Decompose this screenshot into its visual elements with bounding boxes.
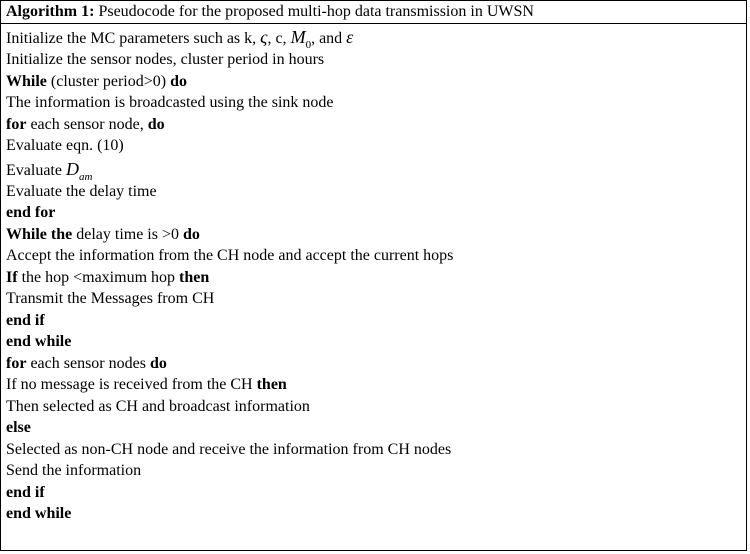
- symbol-m-subscript: 0: [305, 39, 312, 51]
- line-text: If no message is received from the CH: [6, 376, 257, 393]
- line-text: the hop <maximum hop: [17, 268, 180, 286]
- pseudocode-line-11: [6, 245, 746, 267]
- keyword: do: [183, 225, 200, 243]
- pseudocode-line-16: [6, 353, 746, 375]
- line-text: Send the information: [6, 462, 142, 479]
- keyword: end while: [6, 505, 72, 522]
- pseudocode-line-23: [6, 503, 746, 525]
- line-text: Initialize the MC parameters such as k,: [6, 30, 257, 47]
- pseudocode-line-8: [6, 181, 746, 203]
- pseudocode-line-20: [6, 439, 746, 461]
- symbol-m: M: [290, 27, 306, 47]
- algorithm-label: Algorithm 1:: [6, 3, 95, 20]
- keyword: end if: [6, 483, 45, 501]
- line-text: The information is broadcasted using the sink node: [6, 94, 334, 111]
- keyword: end if: [6, 311, 45, 329]
- symbol-zeta: ς: [260, 27, 268, 47]
- pseudocode-line-6: [6, 135, 746, 157]
- line-text: Selected as non-CH node and receive the information from CH nodes: [6, 440, 452, 458]
- pseudocode-line-13: [6, 288, 746, 310]
- line-text: (cluster period>0): [46, 72, 171, 90]
- keyword: then: [179, 268, 210, 286]
- pseudocode-line-18: [6, 396, 746, 418]
- pseudocode-line-10: [6, 224, 746, 246]
- pseudocode-line-2: [6, 49, 746, 71]
- pseudocode-line-12: [6, 267, 746, 289]
- keyword: While: [6, 72, 47, 90]
- symbol-epsilon: ε: [346, 27, 354, 47]
- symbol-d-subscript: am: [78, 170, 93, 183]
- keyword: do: [149, 354, 167, 372]
- pseudocode-line-5: [6, 114, 746, 136]
- pseudocode-line-17: [6, 374, 746, 396]
- line-text: delay time is >0: [72, 225, 183, 243]
- pseudocode-line-3: [6, 71, 746, 93]
- pseudocode-line-9: [6, 202, 746, 224]
- line-text: Accept the information from the CH node and accept the current hops: [6, 247, 454, 264]
- line-text: Transmit the Messages from CH: [6, 290, 215, 307]
- pseudocode-line-15: [6, 331, 746, 353]
- keyword: end for: [6, 204, 56, 221]
- keyword: for: [6, 354, 27, 372]
- pseudocode-line-22: [6, 482, 746, 504]
- pseudocode-line-1: [6, 25, 746, 49]
- line-text: Evaluate the delay time: [6, 182, 157, 200]
- pseudocode-line-14: [6, 310, 746, 332]
- keyword: If: [6, 268, 18, 286]
- algorithm-header: [1, 1, 746, 24]
- pseudocode-line-21: [6, 460, 746, 482]
- algorithm-title: Pseudocode for the proposed multi-hop data transmission in UWSN: [98, 3, 534, 20]
- line-text: Initialize the sensor nodes, cluster period in hours: [6, 51, 325, 68]
- line-text: Evaluate eqn. (10): [6, 137, 124, 154]
- line-text: Evaluate: [6, 161, 62, 179]
- line-text: Then selected as CH and broadcast information: [6, 397, 310, 415]
- keyword: then: [256, 376, 287, 393]
- line-text: , c,: [267, 30, 287, 47]
- symbol-d: D: [65, 158, 79, 179]
- line-text: , and: [311, 30, 343, 47]
- pseudocode-line-4: [6, 92, 746, 114]
- pseudocode-line-19: [6, 417, 746, 439]
- algorithm-body: [1, 24, 746, 525]
- keyword: do: [147, 115, 165, 133]
- pseudocode-line-7: [6, 157, 746, 181]
- line-text: each sensor nodes: [26, 354, 150, 372]
- keyword: else: [6, 419, 31, 436]
- keyword: end while: [6, 333, 72, 350]
- line-text: each sensor node,: [26, 115, 148, 133]
- keyword: While the: [6, 225, 73, 243]
- keyword: do: [170, 72, 187, 90]
- keyword: for: [6, 115, 27, 133]
